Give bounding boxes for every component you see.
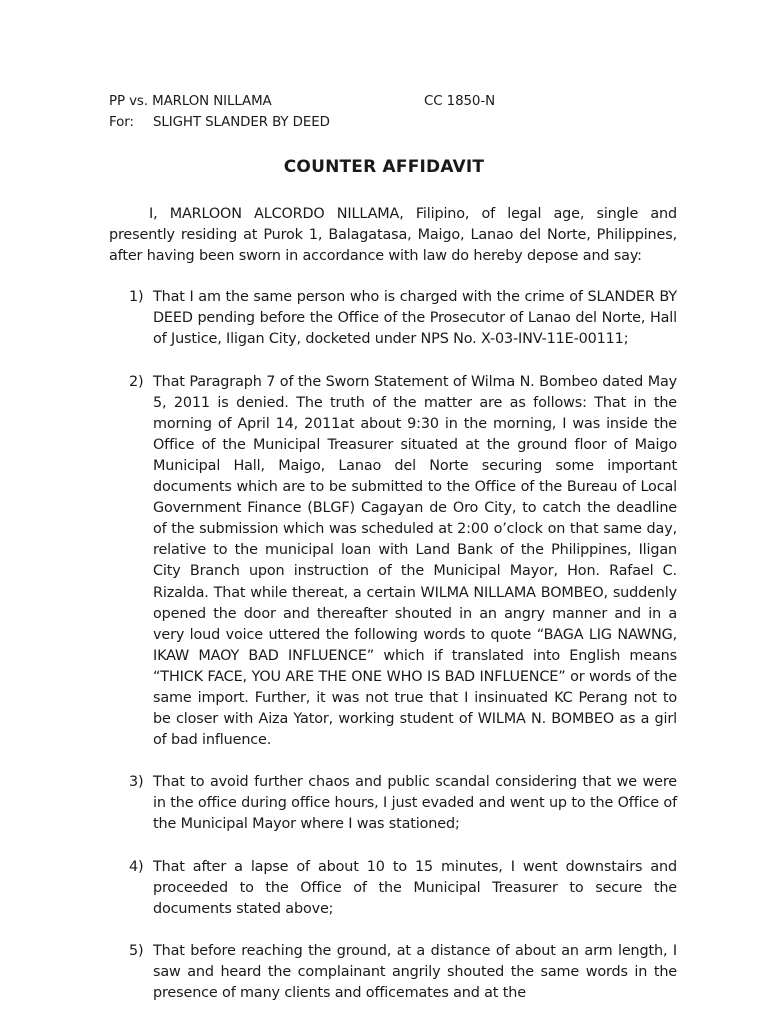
item-text: That I am the same person who is charged with the crime of SLANDER BY DEED pending before the Office of the Prosecutor of Lanao del Norte, Hall of Justice, Iligan City, docketed under NPS No. X-03-INV-11E-00111; — [153, 289, 677, 348]
item-number: 5) — [129, 942, 144, 959]
list-item — [109, 372, 677, 752]
list-item — [109, 287, 677, 350]
charge-name: SLIGHT SLANDER BY DEED — [153, 115, 330, 130]
for-label: For: — [109, 115, 134, 130]
list-item — [109, 941, 677, 1004]
list-item — [109, 857, 677, 920]
item-number: 1) — [129, 289, 144, 306]
item-number: 4) — [129, 858, 144, 875]
case-title: PP vs. MARLON NILLAMA — [109, 94, 272, 109]
affidavit-body — [109, 204, 677, 1024]
item-text: That to avoid further chaos and public scandal considering that we were in the office during office hours, I just evaded and went up to the Office of the Municipal Mayor where I was stationed; — [153, 774, 677, 833]
charge-row — [109, 112, 689, 133]
item-number: 2) — [129, 373, 144, 390]
document-title: COUNTER AFFIDAVIT — [283, 157, 485, 177]
case-caption-row — [109, 91, 689, 112]
statement-list — [109, 287, 677, 1004]
case-caption — [109, 91, 689, 133]
intro-paragraph: I, MARLOON ALCORDO NILLAMA, Filipino, of legal age, single and presently residing at Purok 1, Balagatasa, Maigo, Lanao del Norte, Philippines, after having been sworn in accordance with law do hereby depose and say: — [109, 206, 677, 265]
list-item — [109, 772, 677, 835]
item-text: That before reaching the ground, at a distance of about an arm length, I saw and heard the complainant angrily shouted the same words in the presence of many clients and officemates and at the — [153, 942, 677, 1001]
item-text: That after a lapse of about 10 to 15 minutes, I went downstairs and proceeded to the Office of the Municipal Treasurer to secure the documents stated above; — [153, 858, 677, 917]
item-number: 3) — [129, 774, 144, 791]
item-text: That Paragraph 7 of the Sworn Statement of Wilma N. Bombeo dated May 5, 2011 is denied. The truth of the matter are as follows: That in the morning of April 14, 2011at about 9:30 in the morning, I was inside the Office of the Municipal Treasurer situated at the ground floor of Maigo Municipal Hall, Maigo, Lanao del Norte securing some important documents which are to be submitted to the Office of the Bureau of Local Government Finance (BLGF) Cagayan de Oro City, to catch the deadline of the submission which was scheduled at 2:00 o’clock on that same day, relative to the municipal loan with Land Bank of the Philippines, Iligan City Branch upon instruction of the Municipal Mayor, Hon. Rafael C. Rizalda. That while thereat, a certain WILMA NILLAMA BOMBEO, suddenly opened the door and thereafter shouted in an angry manner and in a very loud voice uttered the following words to quote “BAGA LIG NAWNG, IKAW MAOY BAD INFLUENCE” which if translated into English means “THICK FACE, YOU ARE THE ONE WHO IS BAD INFLUENCE” or words of the same import. Further, it was not true that I insinuated KC Perang not to be closer with Aiza Yator, working student of WILMA N. BOMBEO as a girl of bad influence. — [153, 373, 677, 749]
case-number: CC 1850-N — [424, 94, 495, 109]
